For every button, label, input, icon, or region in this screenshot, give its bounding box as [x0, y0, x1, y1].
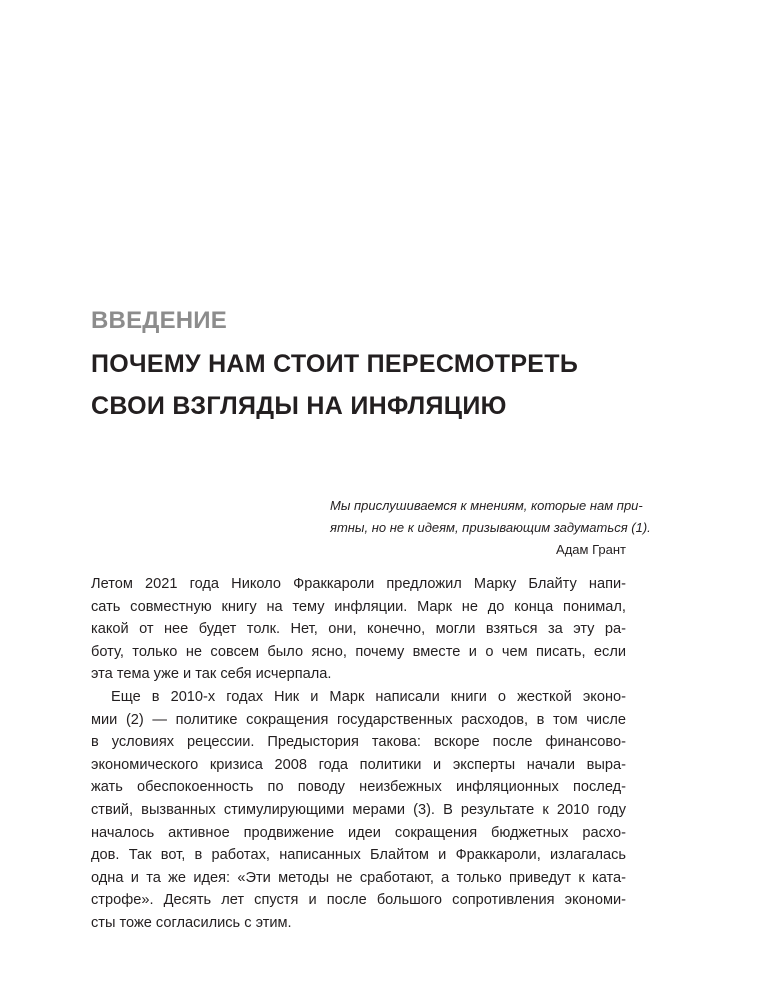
paragraph [91, 686, 626, 935]
text-line: сты тоже согласились с этим. [91, 914, 292, 931]
epigraph [330, 495, 651, 561]
body-text [91, 573, 626, 935]
text-line: какой от нее будет толк. Нет, они, конечно, могли взяться за эту ра- [91, 621, 626, 638]
text-line: в условиях рецессии. Предыстория такова: вскоре после финансово- [91, 734, 626, 751]
text-line: Еще в 2010-х годах Ник и Марк написали книги о жесткой эконо- [111, 688, 626, 705]
text-line: сать совместную книгу на тему инфляции. Марк не до конца понимал, [91, 598, 626, 615]
epigraph-author: Адам Грант [556, 542, 626, 557]
epigraph-quote-line: ятны, но не к идеям, призывающим задуматься (1). [330, 520, 651, 535]
text-line: жать обеспокоенность по поводу неизбежных инфляционных послед- [91, 779, 626, 796]
chapter-title-line: ПОЧЕМУ НАМ СТОИТ ПЕРЕСМОТРЕТЬ [91, 350, 579, 378]
text-line: строфе». Десять лет спустя и после большого сопротивления экономи- [91, 892, 626, 909]
text-line: экономического кризиса 2008 года политики и эксперты начали выра- [91, 756, 626, 773]
text-line: ствий, вызванных стимулирующими мерами (3). В результате к 2010 году [91, 801, 626, 818]
section-label: ВВЕДЕНИЕ [91, 307, 227, 334]
text-line: дов. Так вот, в работах, написанных Блайтом и Фраккароли, излагалась [91, 847, 626, 864]
paragraph [91, 573, 626, 686]
chapter-title [91, 343, 578, 427]
text-line: одна и та же идея: «Эти методы не сработают, а только приведут к ката- [91, 869, 626, 886]
chapter-title-line: СВОИ ВЗГЛЯДЫ НА ИНФЛЯЦИЮ [91, 392, 507, 420]
text-line: боту, только не совсем было ясно, почему вместе и о чем писать, если [91, 643, 626, 660]
text-line: эта тема уже и так себя исчерпала. [91, 666, 332, 683]
text-line: Летом 2021 года Николо Фраккароли предложил Марку Блайту напи- [91, 576, 626, 592]
text-line: началось активное продвижение идеи сокращения бюджетных расхо- [91, 824, 626, 841]
text-line: мии (2) — политике сокращения государственных расходов, в том числе [91, 711, 626, 728]
epigraph-quote-line: Мы прислушиваемся к мнениям, которые нам при- [330, 498, 643, 513]
